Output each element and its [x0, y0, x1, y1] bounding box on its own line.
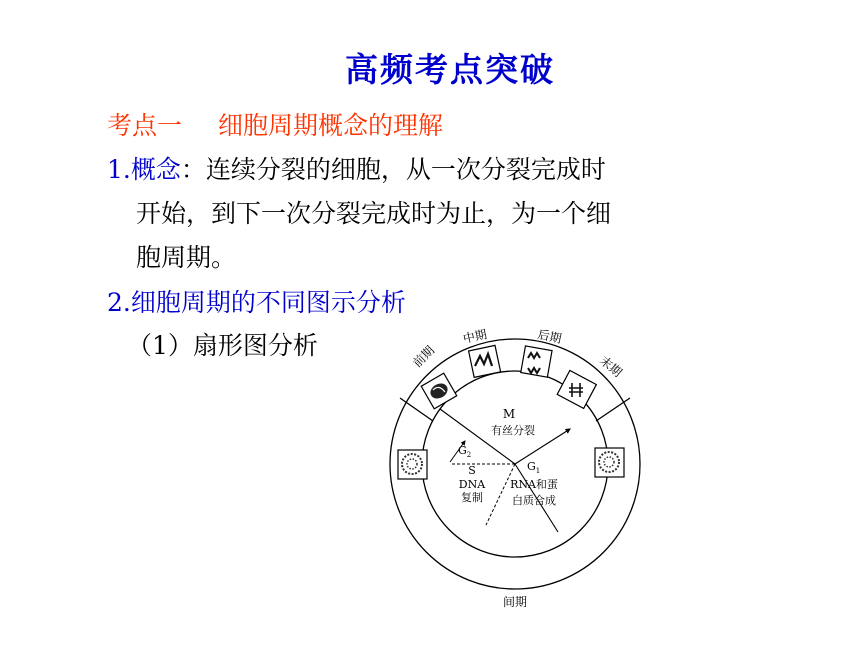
prophase-cell-image — [421, 373, 457, 409]
g1-label: $G_1$ — [527, 460, 541, 475]
telophase-cell-image — [557, 370, 596, 408]
item-2-text: 细胞周期的不同图示分析 — [130, 288, 406, 317]
m-boundary-left — [400, 398, 433, 421]
concept-line-3: 胞周期。 — [136, 243, 237, 272]
g2-label: $G_2$ — [458, 444, 472, 459]
m-boundary-right — [596, 398, 630, 421]
concept-line-1 — [107, 150, 606, 186]
page-title: 高频考点突破 — [345, 50, 555, 89]
item-2-number: 2. — [107, 288, 131, 317]
label-anaphase: 后期 — [536, 327, 563, 346]
item-2-heading — [107, 283, 406, 319]
interphase-cell-right-image — [595, 448, 624, 477]
m-desc: 有丝分裂 — [491, 424, 535, 437]
metaphase-cell-image — [469, 345, 501, 377]
interphase-label: 间期 — [502, 595, 528, 609]
anaphase-cell-image — [521, 346, 552, 377]
s-boundary-g1 — [486, 464, 515, 525]
label-telophase: 末期 — [597, 353, 625, 380]
label-prophase: 前期 — [410, 343, 438, 371]
concept-line-1-text: 连续分裂的细胞，从一次分裂完成时 — [205, 155, 606, 184]
g1-desc-2: 白质合成 — [512, 494, 556, 507]
label-metaphase: 中期 — [461, 327, 489, 346]
s-desc-2: 复制 — [461, 491, 483, 504]
cell-cycle-fan-diagram — [380, 318, 650, 613]
m-label: M — [502, 407, 516, 421]
heading-part-a: 考点一 — [107, 111, 183, 140]
concept-term: 概念 — [130, 155, 181, 184]
s-label: S — [468, 464, 476, 477]
interphase-cell-left-image — [398, 450, 427, 479]
section-heading — [107, 106, 443, 142]
s-desc-1: DNA — [458, 478, 486, 491]
sub-heading-1: （1）扇形图分析 — [127, 331, 318, 360]
concept-number: 1. — [107, 155, 131, 184]
g1-desc-1: RNA和蛋 — [510, 478, 558, 491]
concept-line-2: 开始，到下一次分裂完成时为止，为一个细 — [136, 199, 612, 228]
concept-colon: ： — [180, 155, 206, 184]
heading-part-b: 细胞周期概念的理解 — [218, 111, 444, 140]
